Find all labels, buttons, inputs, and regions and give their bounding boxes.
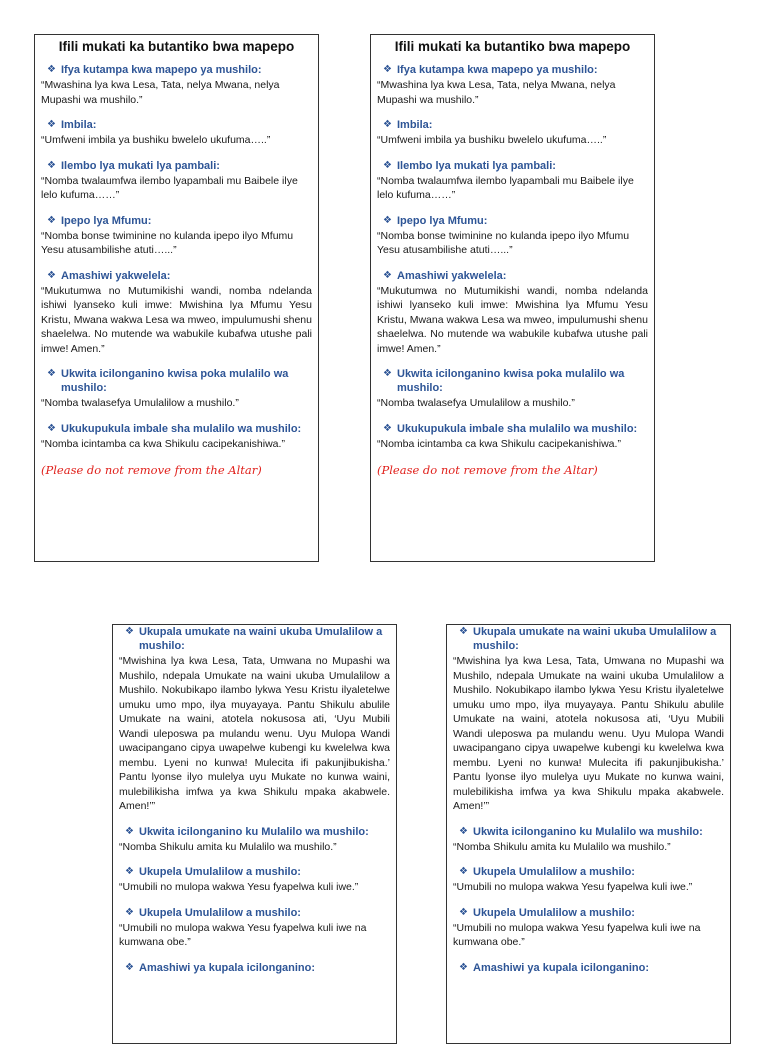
section-absolution: [377, 269, 648, 357]
section-heading: Imbila:: [61, 119, 97, 131]
diamond-bullet-icon: ❖: [47, 119, 56, 130]
section-heading: Ifya kutampa kwa mapepo ya mushilo:: [397, 64, 598, 76]
diamond-bullet-icon: ❖: [125, 906, 134, 918]
section-body: “Nomba twalaumfwa ilembo lyapambali mu Baibele ilye lelo kufuma……”: [41, 174, 298, 201]
section-body: “Nomba bonse twiminine no kulanda ipepo ilyo Mfumu Yesu atusambilishe atuti…...”: [41, 229, 294, 256]
section-invitation: [377, 367, 648, 411]
section-lords-prayer: [41, 214, 312, 258]
section-distribution-child: [119, 906, 390, 950]
section-distribution: [453, 865, 724, 895]
section-body: “Mwashina lya kwa Lesa, Tata, nelya Mwana, nelya Mupashi wa mushilo.”: [377, 79, 616, 106]
section-heading: Amashiwi yakwelela:: [397, 269, 507, 282]
section-heading: Ukupela Umulalilow a mushilo:: [139, 906, 301, 919]
diamond-bullet-icon: ❖: [383, 64, 392, 75]
section-body: “Nomba icintamba ca kwa Shikulu cacipekanishiwa.”: [41, 437, 285, 450]
section-distribution: [119, 865, 390, 895]
section-body: “Umfweni imbila ya bushiku bwelelo ukufuma…..”: [377, 134, 607, 146]
communion-card-bottom-right: [446, 624, 731, 1044]
section-heading: Ukwita icilonganino ku Mulalilo wa mushilo:: [139, 825, 369, 838]
section-body: “Mukutumwa no Mutumikishi wandi, nomba ndelanda ishiwi lyanseko kuli imwe: Mwishina lya Mfumu Yesu Kristu, Mwana wakwa Lesa wa mweo, impulumushi shenu shaelelwa. No mutende wa wabukile kubafwa utushe pali imwe! Amen.”: [377, 284, 648, 355]
altar-note: (Please do not remove from the Altar): [377, 463, 598, 477]
diamond-bullet-icon: ❖: [383, 159, 392, 171]
section-body: “Umfweni imbila ya bushiku bwelelo ukufuma…..”: [41, 134, 271, 146]
section-heading: Ifya kutampa kwa mapepo ya mushilo:: [61, 64, 262, 76]
order-of-service-card-top-right: [370, 34, 655, 562]
section-blessing: [453, 961, 724, 975]
section-lords-prayer: [377, 214, 648, 258]
diamond-bullet-icon: ❖: [459, 961, 468, 973]
diamond-bullet-icon: ❖: [383, 422, 392, 434]
section-reading: [41, 159, 312, 203]
section-heading: Ukupala umukate na waini ukuba Umulalilow a mushilo:: [139, 626, 383, 652]
diamond-bullet-icon: ❖: [47, 159, 56, 171]
diamond-bullet-icon: ❖: [459, 825, 468, 837]
diamond-bullet-icon: ❖: [125, 961, 134, 973]
section-opening: [41, 63, 312, 107]
section-invitation: [119, 825, 390, 855]
section-heading: Imbila:: [397, 119, 433, 131]
section-body: “Umubili no mulopa wakwa Yesu fyapelwa kuli iwe.”: [453, 881, 693, 893]
diamond-bullet-icon: ❖: [47, 368, 56, 379]
section-consecration: [119, 625, 390, 814]
section-heading: Ipepo lya Mfumu:: [61, 214, 152, 227]
section-body: “Mwishina lya kwa Lesa, Tata, Umwana no Mupashi wa Mushilo, ndepala Umukate na waini ukuba Umulalilow a Mushilo. Nokubikapo ilambo lykwa Yesu Kristu ilyaletelwe umuku umo mpo, ilya muyayaya. Pantu Shikulu abulile Umukate na waini, atotela nokusosa ati, ‘Uyu Mubili Wandi uleposwa pa mulandu wenu. Uyu Mulopa Wandi uwacipangano cipya uwapelwe kubengi ku kwelelwa kwa membu. Lyeni no kunwa! Mulecita ifi pakunjibukisha.’ Pantu lyonse ilyo mulelya uyu Mukate no kunwa waini, mulebilikisha imfwa ya kwa Shikulu mpaka akabwele. Amen!’”: [119, 655, 390, 812]
diamond-bullet-icon: ❖: [383, 214, 392, 226]
section-reading: [377, 159, 648, 203]
diamond-bullet-icon: ❖: [459, 906, 468, 918]
section-heading: Ukupala umukate na waini ukuba Umulalilow a mushilo:: [473, 626, 717, 652]
section-opening: [377, 63, 648, 107]
diamond-bullet-icon: ❖: [47, 214, 56, 226]
section-body: “Nomba Shikulu amita ku Mulalilo wa mushilo.”: [119, 840, 337, 853]
section-uncovering: [377, 422, 648, 452]
section-body: “Mwashina lya kwa Lesa, Tata, nelya Mwana, nelya Mupashi wa mushilo.”: [41, 79, 280, 106]
section-heading: Ukupela Umulalilow a mushilo:: [473, 866, 635, 878]
section-body: “Nomba twalasefya Umulalilow a mushilo.”: [41, 397, 239, 409]
diamond-bullet-icon: ❖: [47, 64, 56, 75]
section-body: “Nomba twalasefya Umulalilow a mushilo.”: [377, 397, 575, 409]
section-heading: Amashiwi ya kupala icilonganino:: [139, 961, 316, 974]
section-invitation: [41, 367, 312, 411]
section-heading: Ukupela Umulalilow a mushilo:: [139, 866, 301, 878]
section-body: “Nomba twalaumfwa ilembo lyapambali mu Baibele ilye lelo kufuma……”: [377, 174, 634, 201]
section-heading: Ukwita icilonganino kwisa poka mulalilo wa mushilo:: [397, 368, 625, 394]
altar-note: (Please do not remove from the Altar): [41, 463, 262, 477]
card-title: Ifili mukati ka butantiko bwa mapepo: [394, 39, 631, 54]
section-heading: Ukupela Umulalilow a mushilo:: [473, 906, 635, 919]
section-body: “Nomba bonse twiminine no kulanda ipepo ilyo Mfumu Yesu atusambilishe atuti…...”: [377, 229, 630, 256]
section-distribution-child: [453, 906, 724, 950]
diamond-bullet-icon: ❖: [383, 269, 392, 281]
section-heading: Ukukupukula imbale sha mulalilo wa mushilo:: [397, 422, 638, 435]
section-hymn: [41, 118, 312, 148]
diamond-bullet-icon: ❖: [383, 368, 392, 379]
communion-card-bottom-left: [112, 624, 397, 1044]
diamond-bullet-icon: ❖: [47, 269, 56, 281]
diamond-bullet-icon: ❖: [125, 866, 134, 877]
card-title: Ifili mukati ka butantiko bwa mapepo: [58, 39, 295, 54]
diamond-bullet-icon: ❖: [125, 626, 134, 637]
section-blessing: [119, 961, 390, 975]
section-heading: Ukukupukula imbale sha mulalilo wa mushilo:: [61, 422, 302, 435]
section-body: “Mukutumwa no Mutumikishi wandi, nomba ndelanda ishiwi lyanseko kuli imwe: Mwishina lya Mfumu Yesu Kristu, Mwana wakwa Lesa wa mweo, impulumushi shenu shaelelwa. No mutende wa wabukile kubafwa utushe pali imwe! Amen.”: [41, 284, 312, 355]
section-absolution: [41, 269, 312, 357]
section-heading: Ukwita icilonganino kwisa poka mulalilo wa mushilo:: [61, 368, 289, 394]
section-hymn: [377, 118, 648, 148]
section-heading: Ipepo lya Mfumu:: [397, 214, 488, 227]
section-body: “Umubili no mulopa wakwa Yesu fyapelwa kuli iwe.”: [119, 881, 359, 893]
diamond-bullet-icon: ❖: [125, 825, 134, 837]
section-body: “Umubili no mulopa wakwa Yesu fyapelwa kuli iwe na kumwana obe.”: [119, 921, 367, 948]
diamond-bullet-icon: ❖: [383, 119, 392, 130]
section-uncovering: [41, 422, 312, 452]
section-heading: Ilembo lya mukati lya pambali:: [61, 159, 220, 172]
section-body: “Umubili no mulopa wakwa Yesu fyapelwa kuli iwe na kumwana obe.”: [453, 921, 701, 948]
diamond-bullet-icon: ❖: [459, 866, 468, 877]
section-body: “Nomba icintamba ca kwa Shikulu cacipekanishiwa.”: [377, 437, 621, 450]
section-body: “Nomba Shikulu amita ku Mulalilo wa mushilo.”: [453, 840, 671, 853]
diamond-bullet-icon: ❖: [459, 626, 468, 637]
diamond-bullet-icon: ❖: [47, 422, 56, 434]
section-heading: Amashiwi ya kupala icilonganino:: [473, 961, 650, 974]
section-body: “Mwishina lya kwa Lesa, Tata, Umwana no Mupashi wa Mushilo, ndepala Umukate na waini ukuba Umulalilow a Mushilo. Nokubikapo ilambo lykwa Yesu Kristu ilyaletelwe umuku umo mpo, ilya muyayaya. Pantu Shikulu abulile Umukate na waini, atotela nokusosa ati, ‘Uyu Mubili Wandi uleposwa pa mulandu wenu. Uyu Mulopa Wandi uwacipangano cipya uwapelwe kubengi ku kwelelwa kwa membu. Lyeni no kunwa! Mulecita ifi pakunjibukisha.’ Pantu lyonse ilyo mulelya uyu Mukate no kunwa waini, mulebilikisha imfwa ya kwa Shikulu mpaka akabwele. Amen!’”: [453, 655, 724, 812]
section-invitation: [453, 825, 724, 855]
section-heading: Amashiwi yakwelela:: [61, 269, 171, 282]
section-heading: Ukwita icilonganino ku Mulalilo wa mushilo:: [473, 825, 703, 838]
section-consecration: [453, 625, 724, 814]
order-of-service-card-top-left: [34, 34, 319, 562]
section-heading: Ilembo lya mukati lya pambali:: [397, 159, 556, 172]
